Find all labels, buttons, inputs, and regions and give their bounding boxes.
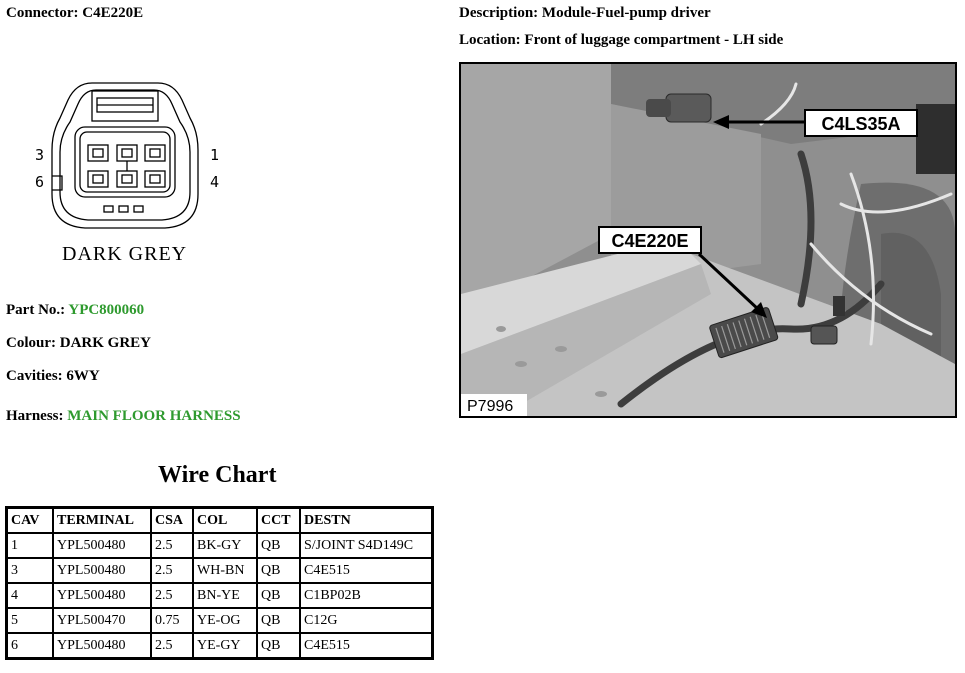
cell-cav: 1 [7, 533, 54, 558]
connector-value: C4E220E [82, 5, 144, 21]
header-terminal: TERMINAL [53, 508, 151, 534]
table-row [7, 583, 433, 608]
colour-value: DARK GREY [59, 335, 152, 351]
cell-col: BK-GY [193, 533, 257, 558]
cavity-number-6: 6 [35, 173, 45, 191]
cell-terminal: YPL500470 [53, 608, 151, 633]
cavities-line [6, 368, 100, 385]
cell-terminal: YPL500480 [53, 633, 151, 659]
cell-col: WH-BN [193, 558, 257, 583]
cavities-value: 6WY [66, 368, 100, 384]
cell-cct: QB [257, 558, 300, 583]
cell-cav: 6 [7, 633, 54, 659]
cell-cct: QB [257, 533, 300, 558]
cell-destn: S/JOINT S4D149C [300, 533, 433, 558]
cell-cct: QB [257, 583, 300, 608]
part-no-line [6, 302, 144, 319]
header-cav: CAV [7, 508, 54, 534]
connector-label: Connector: [6, 5, 79, 21]
cell-csa: 2.5 [151, 558, 193, 583]
table-row [7, 633, 433, 659]
part-no-label: Part No.: [6, 302, 66, 318]
colour-label: Colour: [6, 335, 56, 351]
cavities-label: Cavities: [6, 368, 63, 384]
header-destn: DESTN [300, 508, 433, 534]
harness-label: Harness: [6, 408, 64, 424]
cavity-number-3: 3 [35, 146, 45, 164]
colour-line [6, 335, 151, 352]
location-label: Location: [459, 32, 521, 48]
cell-terminal: YPL500480 [53, 583, 151, 608]
cell-csa: 2.5 [151, 633, 193, 659]
cell-destn: C4E515 [300, 558, 433, 583]
cell-cav: 4 [7, 583, 54, 608]
wire-chart-header-row [7, 508, 433, 534]
connector-colour-caption: DARK GREY [62, 243, 188, 265]
harness-link[interactable]: MAIN FLOOR HARNESS [67, 408, 241, 424]
cavity-number-4: 4 [210, 173, 220, 191]
cell-col: BN-YE [193, 583, 257, 608]
callout-c4e220e: C4E220E [611, 231, 689, 251]
cell-destn: C4E515 [300, 633, 433, 659]
callout-c4ls35a: C4LS35A [821, 114, 901, 134]
cell-destn: C1BP02B [300, 583, 433, 608]
cell-csa: 0.75 [151, 608, 193, 633]
header-col: COL [193, 508, 257, 534]
wire-chart-title: Wire Chart [158, 462, 277, 488]
cell-csa: 2.5 [151, 583, 193, 608]
table-row [7, 558, 433, 583]
cell-col: YE-OG [193, 608, 257, 633]
photo-reference: P7996 [467, 398, 514, 415]
cavity-number-1: 1 [210, 146, 220, 164]
table-row [7, 533, 433, 558]
location-line [459, 32, 783, 49]
location-photo [459, 62, 957, 418]
harness-line [6, 408, 241, 425]
cell-terminal: YPL500480 [53, 558, 151, 583]
location-value: Front of luggage compartment - LH side [524, 32, 784, 48]
cell-cct: QB [257, 633, 300, 659]
connector-line [6, 5, 143, 22]
connector-face-diagram [40, 78, 210, 238]
part-no-link[interactable]: YPC800060 [68, 302, 145, 318]
cell-cav: 3 [7, 558, 54, 583]
cell-terminal: YPL500480 [53, 533, 151, 558]
header-cct: CCT [257, 508, 300, 534]
wire-chart-table [5, 506, 434, 660]
cell-col: YE-GY [193, 633, 257, 659]
table-row [7, 608, 433, 633]
description-value: Module-Fuel-pump driver [541, 5, 711, 21]
header-csa: CSA [151, 508, 193, 534]
cell-csa: 2.5 [151, 533, 193, 558]
cell-cct: QB [257, 608, 300, 633]
cell-cav: 5 [7, 608, 54, 633]
cell-destn: C12G [300, 608, 433, 633]
description-label: Description: [459, 5, 539, 21]
description-line [459, 5, 711, 22]
